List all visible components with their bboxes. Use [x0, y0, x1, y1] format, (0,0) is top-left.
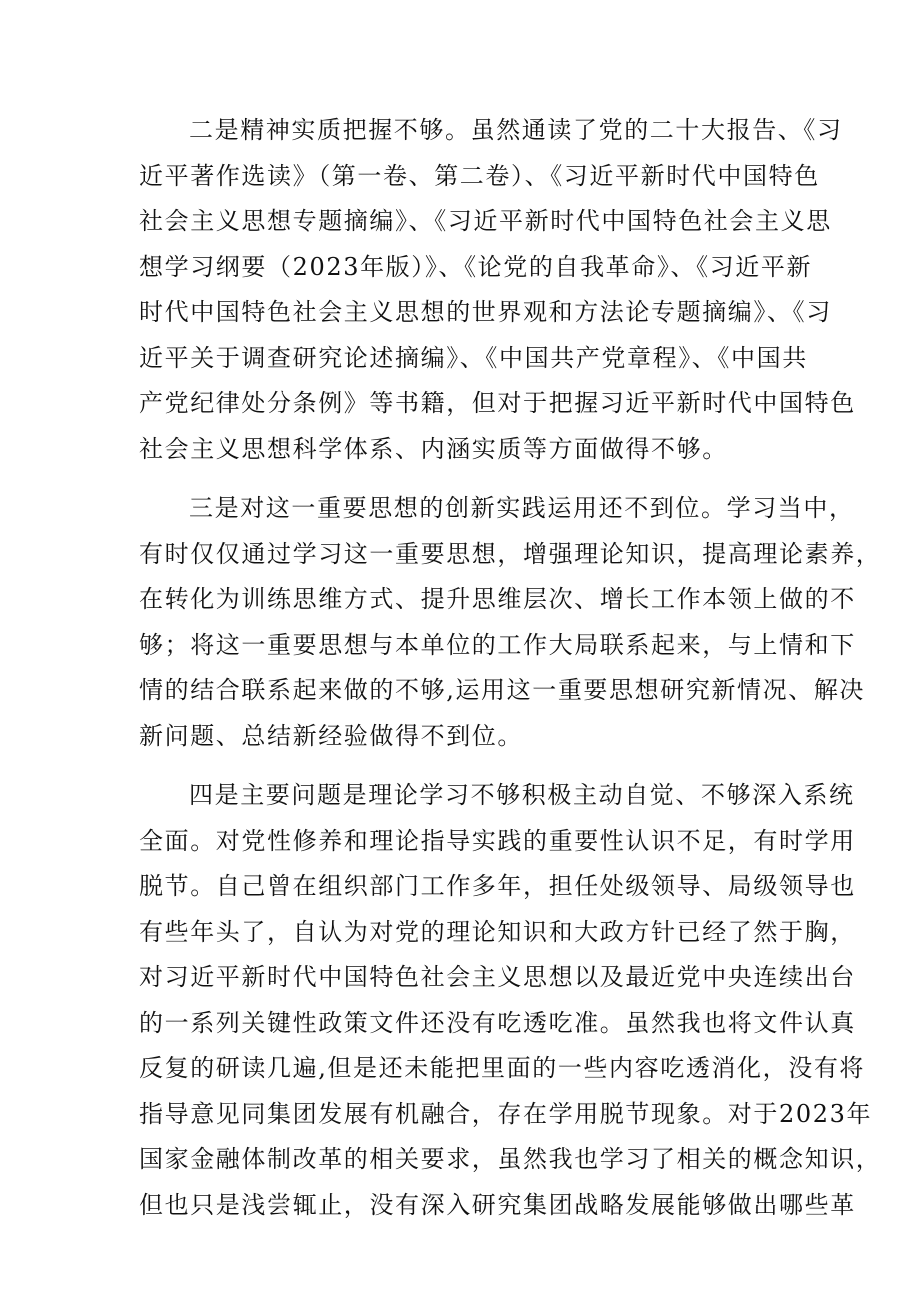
text-line: 但也只是浅尝辄止，没有深入研究集团战略发展能够做出哪些革: [139, 1190, 856, 1219]
text-line: 反复的研读几遍,但是还未能把里面的一些内容吃透消化，没有将: [139, 1054, 866, 1082]
text-line: 在转化为训练思维方式、提升思维层次、增长工作本领上做的不: [139, 585, 856, 613]
document-body: [139, 108, 882, 1228]
text-line: 指导意见同集团发展有机融合，存在学用脱节现象。对于2023年: [139, 1099, 873, 1128]
text-line: 全面。对党性修养和理论指导实践的重要性认识不足，有时学用: [139, 826, 856, 855]
text-line: 社会主义思想专题摘编》、《习近平新时代中国特色社会主义思: [139, 207, 832, 235]
paragraph-3: [139, 486, 882, 759]
text-line: 四是主要问题是理论学习不够积极主动自觉、不够深入系统: [189, 781, 855, 809]
text-line: 脱节。自己曾在组织部门工作多年，担任处级领导、局级领导也: [139, 872, 856, 900]
text-line: 对习近平新时代中国特色社会主义思想以及最近党中央连续出台: [139, 963, 856, 991]
text-line: 想学习纲要（2023年版）》、《论党的自我革命》、《习近平新: [139, 252, 813, 281]
paragraph-2: [139, 108, 856, 472]
text-line: 二是精神实质把握不够。虽然通读了党的二十大报告、《习: [189, 116, 843, 144]
text-line: 近平著作选读》（第一卷、第二卷）、《习近平新时代中国特色: [139, 161, 820, 190]
text-line: 情的结合联系起来做的不够,运用这一重要思想研究新情况、解决: [139, 676, 866, 704]
text-line: 社会主义思想科学体系、内涵实质等方面做得不够。: [139, 434, 728, 463]
text-line: 三是对这一重要思想的创新实践运用还不到位。学习当中，: [189, 494, 855, 522]
text-line: 时代中国特色社会主义思想的世界观和方法论专题摘编》、《习: [139, 298, 832, 326]
text-line: 近平关于调查研究论述摘编》、《中国共产党章程》、《中国共: [139, 343, 808, 372]
text-line: 产党纪律处分条例》等书籍，但对于把握习近平新时代中国特色: [139, 389, 856, 417]
paragraph-4: [139, 773, 882, 1228]
text-line: 够；将这一重要思想与本单位的工作大局联系起来，与上情和下: [139, 630, 856, 659]
text-line: 的一系列关键性政策文件还没有吃透吃准。虽然我也将文件认真: [139, 1008, 856, 1037]
text-line: 新问题、总结新经验做得不到位。: [139, 721, 523, 750]
text-line: 有些年头了，自认为对党的理论知识和大政方针已经了然于胸，: [139, 917, 856, 946]
text-line: 国家金融体制改革的相关要求，虽然我也学习了相关的概念知识，: [139, 1145, 882, 1173]
text-line: 有时仅仅通过学习这一重要思想，增强理论知识，提高理论素养，: [139, 539, 882, 568]
